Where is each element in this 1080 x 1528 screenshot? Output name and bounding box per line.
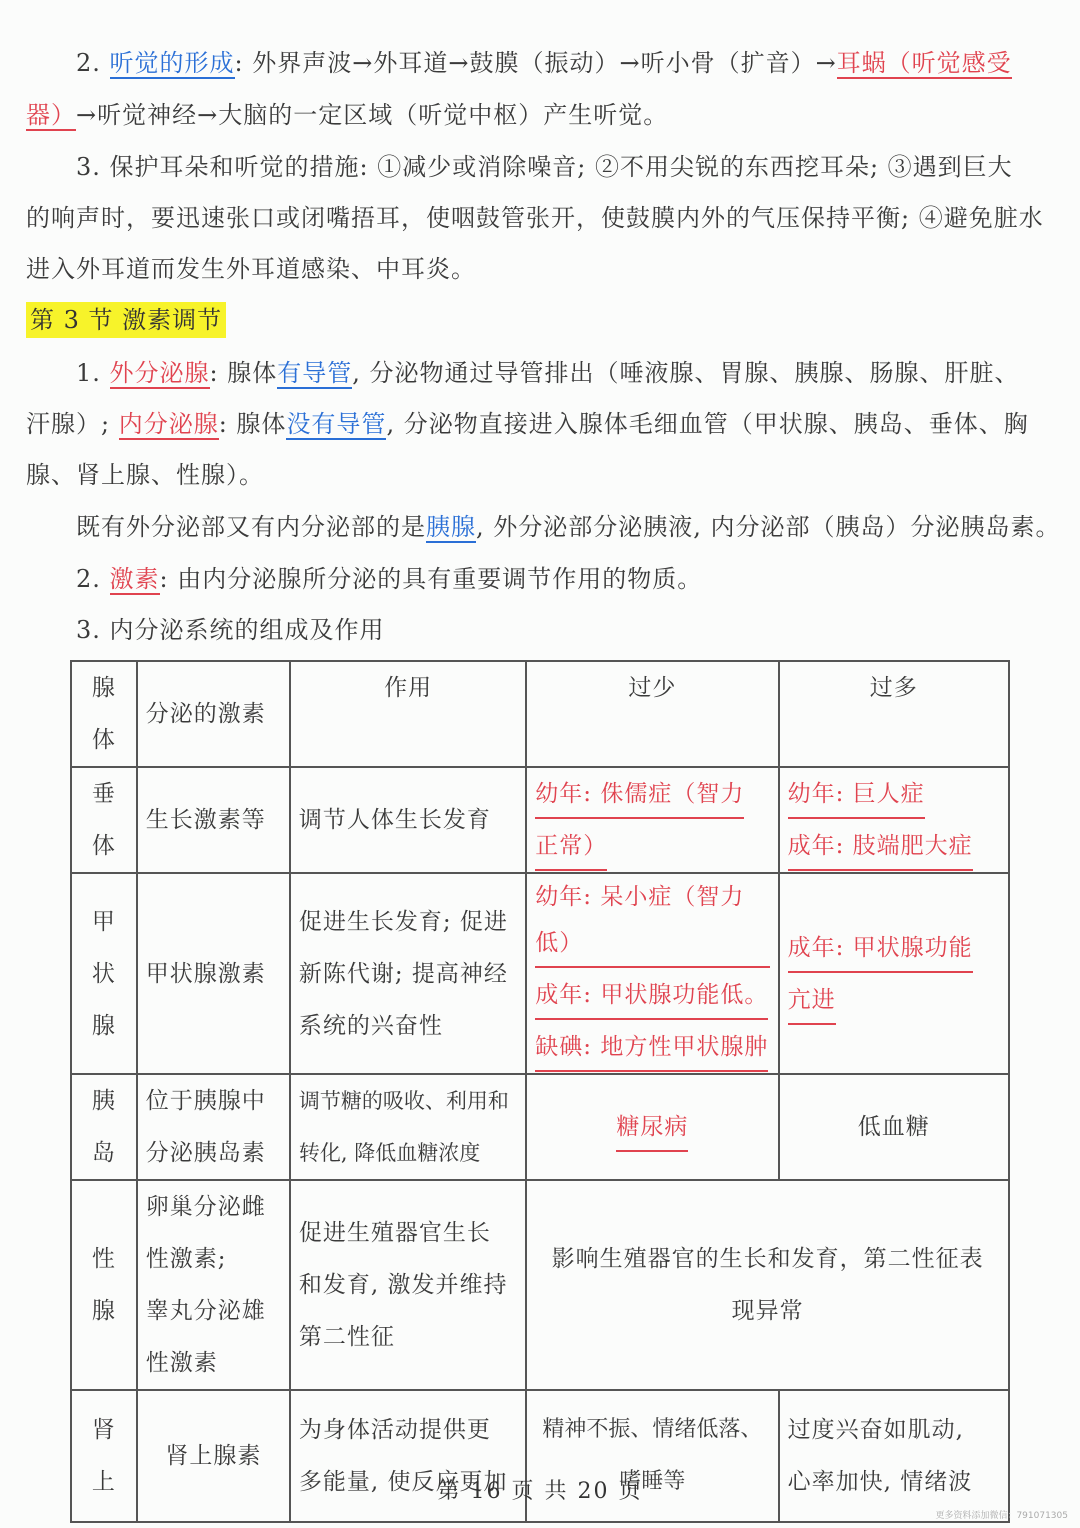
term-hormone: 激素 bbox=[109, 565, 160, 593]
cell-function: 调节糖的吸收、利用和 转化, 降低血糖浓度 bbox=[290, 1074, 526, 1180]
cell-too-much: 幼年: 巨人症 成年: 肢端肥大症 bbox=[779, 767, 1009, 873]
glands-line-2: 汗腺）; 内分泌腺: 腺体没有导管, 分泌物直接进入腺体毛细血管（甲状腺、胰岛、垂体、胸 bbox=[26, 410, 1029, 438]
cell-too-much: 低血糖 bbox=[779, 1074, 1009, 1180]
section-title: 第 3 节 激素调节 bbox=[26, 303, 1058, 337]
cell-too-little: 幼年: 呆小症（智力低） 成年: 甲状腺功能低。 缺碘: 地方性甲状腺肿 bbox=[526, 873, 778, 1074]
cell-too-little: 精神不振、情绪低落、 嗜睡等 bbox=[526, 1390, 778, 1522]
cell-function: 促进生殖器官生长 和发育, 激发并维持 第二性征 bbox=[290, 1180, 526, 1390]
hearing-formation-line-1: 2. 听觉的形成: 外界声波→外耳道→鼓膜（振动）→听小骨（扩音）→耳蜗（听觉感受 bbox=[76, 49, 1012, 77]
header-gland: 腺 体 bbox=[71, 661, 137, 767]
cell-function: 调节人体生长发育 bbox=[290, 767, 526, 873]
glands-line-3: 腺、肾上腺、性腺）。 bbox=[26, 461, 264, 489]
cell-hormone: 位于胰腺中 分泌胰岛素 bbox=[137, 1074, 290, 1180]
table-header-row bbox=[71, 661, 1009, 767]
cell-gland: 垂 体 bbox=[71, 767, 137, 873]
cell-gland: 甲 状 腺 bbox=[71, 873, 137, 1074]
table-row bbox=[71, 1180, 1009, 1390]
pancreas-line: 既有外分泌部又有内分泌部的是胰腺, 外分泌部分泌胰液, 内分泌部（胰岛）分泌胰岛素。 bbox=[76, 513, 1061, 541]
endocrine-table bbox=[70, 660, 1010, 1523]
endocrine-system-heading: 3. 内分泌系统的组成及作用 bbox=[76, 616, 385, 644]
cell-too-little: 糖尿病 bbox=[526, 1074, 778, 1180]
glands-line-1: 1. 外分泌腺: 腺体有导管, 分泌物通过导管排出（唾液腺、胃腺、胰腺、肠腺、肝脏、 bbox=[76, 359, 1020, 387]
cell-function: 促进生长发育; 促进 新陈代谢; 提高神经 系统的兴奋性 bbox=[290, 873, 526, 1074]
cell-gland: 胰 岛 bbox=[71, 1074, 137, 1180]
cell-hormone: 生长激素等 bbox=[137, 767, 290, 873]
header-function: 作用 bbox=[290, 661, 526, 767]
term-exocrine: 外分泌腺 bbox=[109, 359, 210, 387]
cell-hormone: 卵巢分泌雌 性激素; 睾丸分泌雄 性激素 bbox=[137, 1180, 290, 1390]
ear-protection-line-2: 的响声时，要迅速张口或闭嘴捂耳，使咽鼓管张开，使鼓膜内外的气压保持平衡; ④避免脏水 bbox=[26, 204, 1044, 232]
cell-merged-effect: 影响生殖器官的生长和发育，第二性征表 现异常 bbox=[526, 1180, 1009, 1390]
table-row bbox=[71, 873, 1009, 1074]
cell-too-little: 幼年: 侏儒症（智力 正常） bbox=[526, 767, 778, 873]
table-row bbox=[71, 1074, 1009, 1180]
ear-protection-line-3: 进入外耳道而发生外耳道感染、中耳炎。 bbox=[26, 255, 476, 283]
ear-protection-line-1: 3. 保护耳朵和听觉的措施: ①减少或消除噪音; ②不用尖锐的东西挖耳朵; ③遇到巨大 bbox=[76, 153, 1013, 181]
term-hearing-formation: 听觉的形成 bbox=[109, 49, 235, 77]
cell-too-much: 成年: 甲状腺功能 亢进 bbox=[779, 873, 1009, 1074]
watermark: 更多资料添加微信：791071305 bbox=[935, 1511, 1068, 1521]
hormone-definition-line: 2. 激素: 由内分泌腺所分泌的具有重要调节作用的物质。 bbox=[76, 565, 703, 593]
hearing-formation-line-2: 器）→听觉神经→大脑的一定区域（听觉中枢）产生听觉。 bbox=[26, 101, 669, 129]
header-hormone: 分泌的激素 bbox=[137, 661, 290, 767]
cell-function: 为身体活动提供更 多能量, 使反应更加 bbox=[290, 1390, 526, 1522]
cell-hormone: 肾上腺素 bbox=[137, 1390, 290, 1522]
page-footer: 第 16 页 共 20 页 bbox=[437, 1479, 643, 1504]
table-row bbox=[71, 767, 1009, 873]
term-endocrine: 内分泌腺 bbox=[118, 410, 219, 438]
cell-gland: 肾 上 bbox=[71, 1390, 137, 1522]
cell-hormone: 甲状腺激素 bbox=[137, 873, 290, 1074]
cell-too-much: 过度兴奋如肌动, 心率加快, 情绪波 bbox=[779, 1390, 1009, 1522]
cell-gland: 性 腺 bbox=[71, 1180, 137, 1390]
header-too-much: 过多 bbox=[779, 661, 1009, 767]
header-too-little: 过少 bbox=[526, 661, 778, 767]
